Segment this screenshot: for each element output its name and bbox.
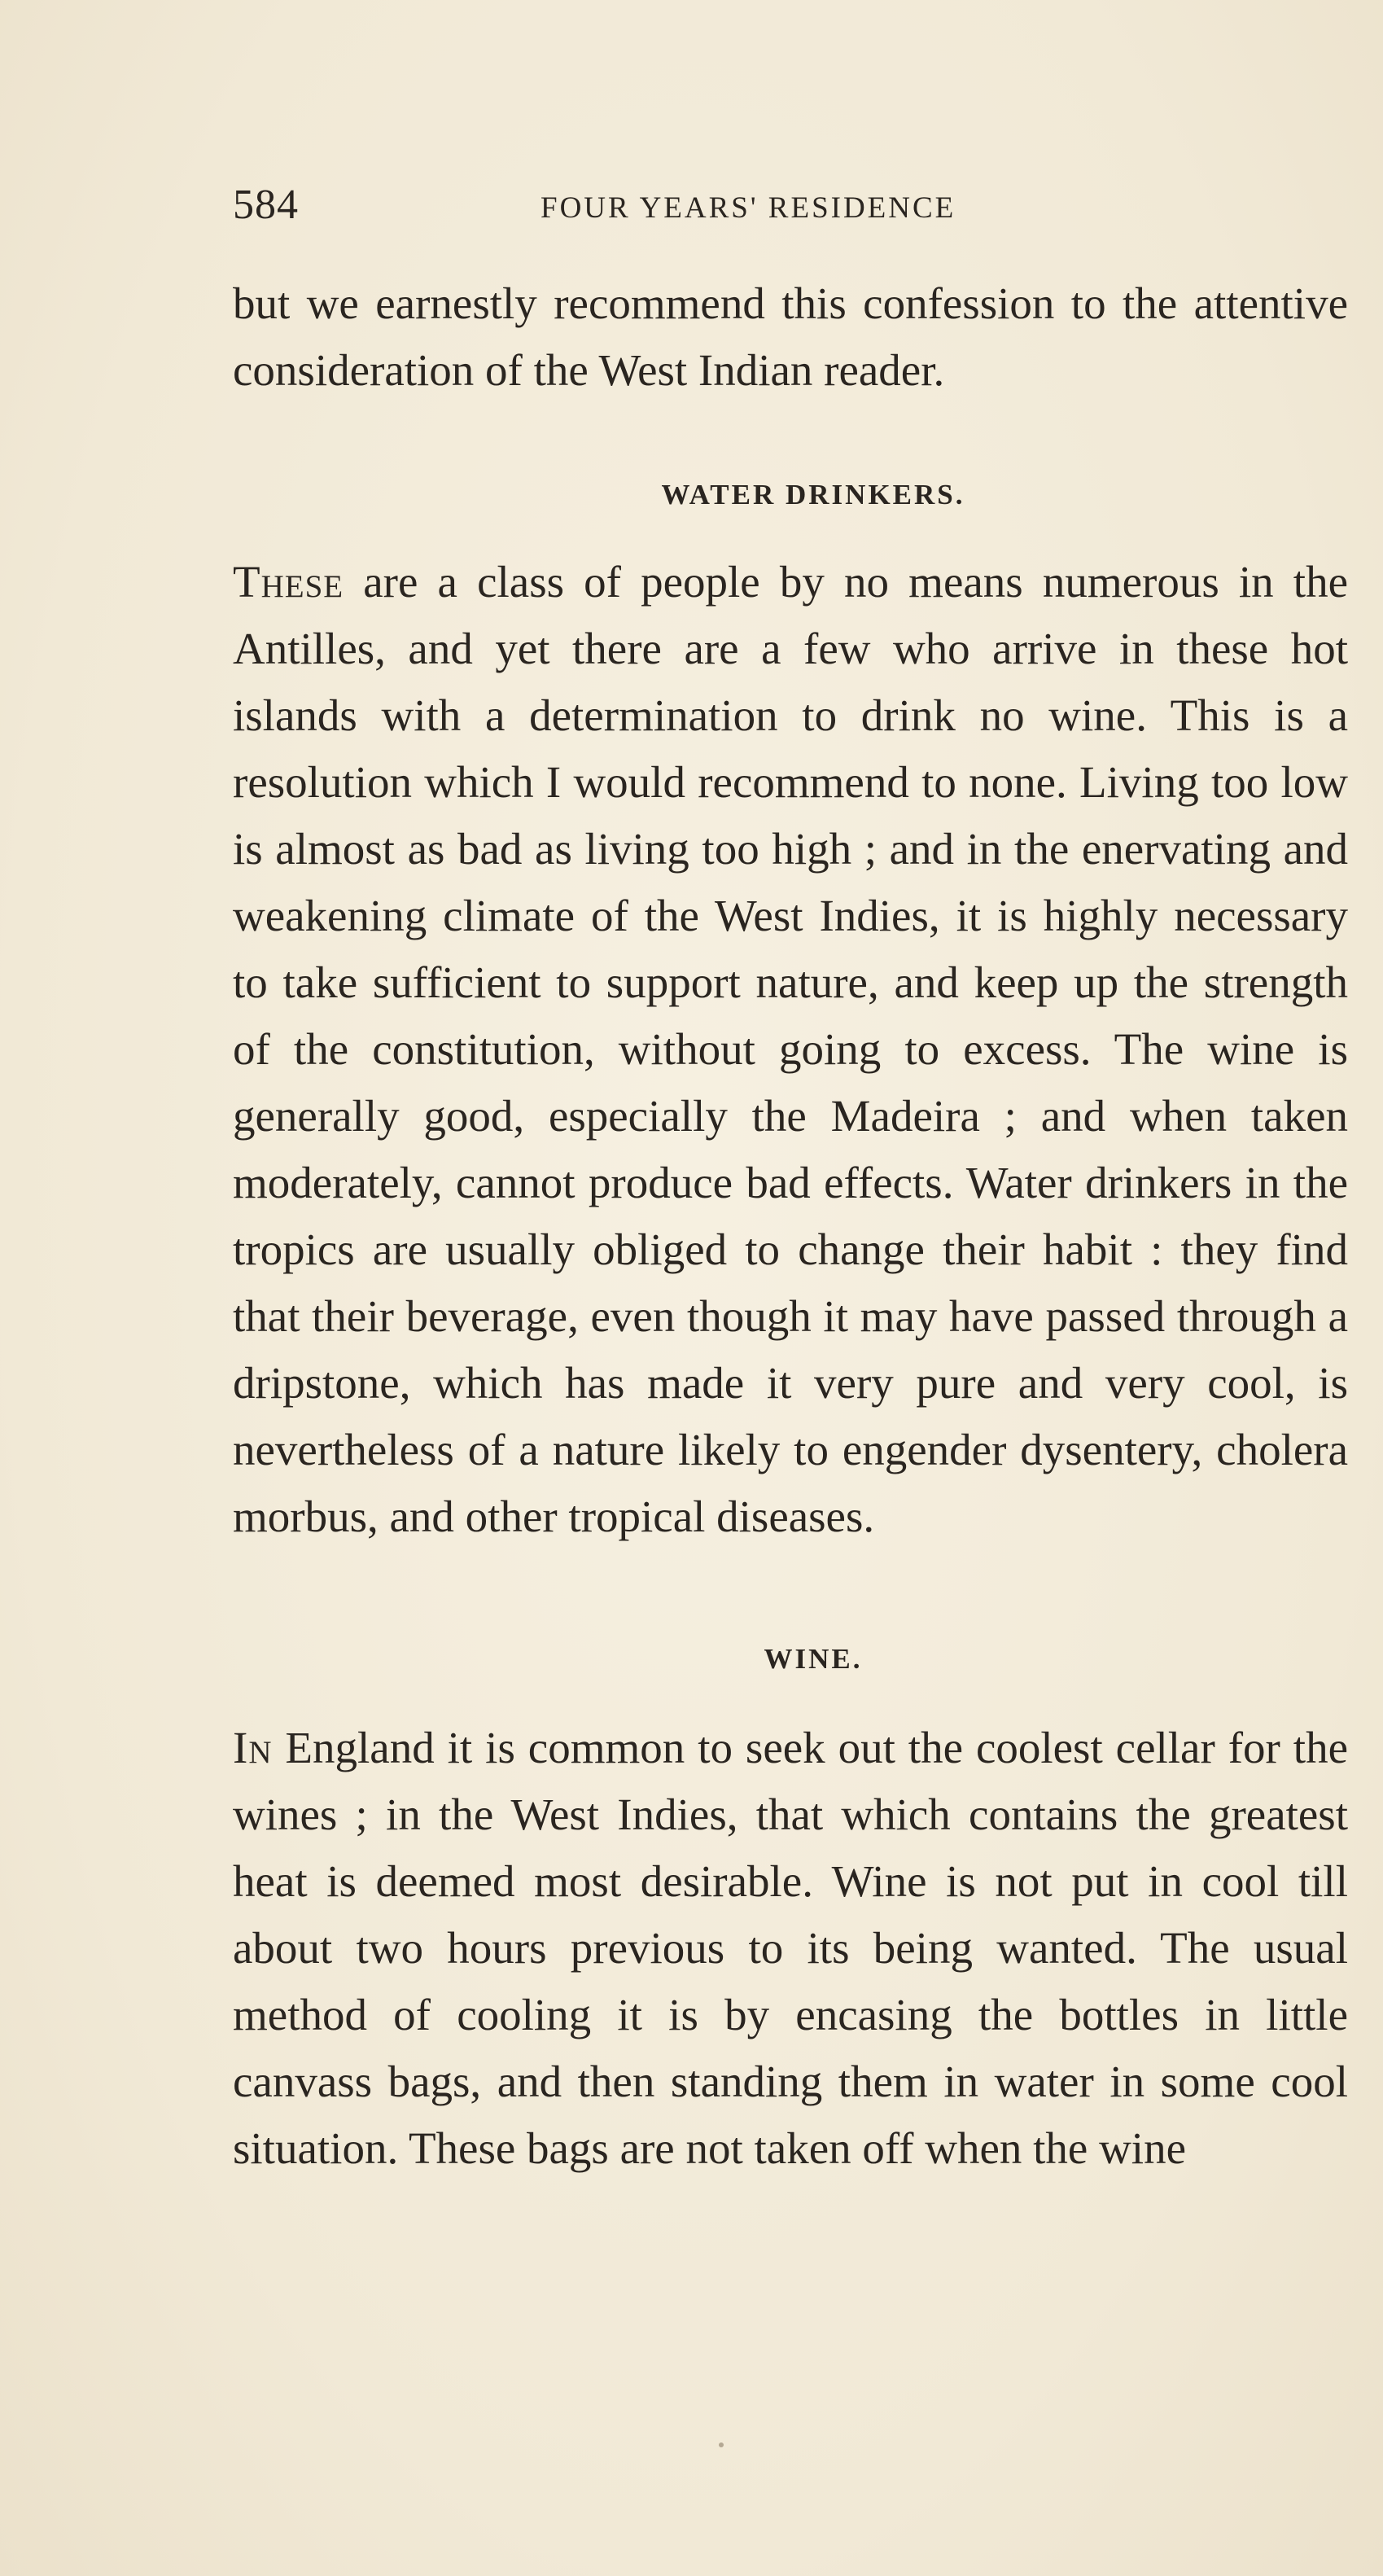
paragraph-water-drinkers [233,549,1348,1550]
lead-word: In [233,1723,273,1772]
page-number: 584 [233,182,299,228]
paragraph-text: England it is common to seek out the coolest cellar for the wines ; in the West Indies, that which contains the greatest heat is deemed most desirable. Wine is not put in cool till about two hours previous to its being wanted. The usual method of cooling it is by encasing the bottles in little canvass bags, and then standing them in water in some cool situation. These bags are not taken off when the wine [233,1723,1348,2173]
lead-word: These [233,557,344,607]
section-heading-wine: WINE. [764,1643,863,1675]
paragraph-text: are a class of people by no means numerous in the Antilles, and yet there are a few who arrive in these hot islands with a determination to drink no wine. This is a resolution which I would recommend to none. Living too low is almost as bad as living too high ; and in the enervating and weakening climate of the West Indies, it is highly necessary to take sufficient to support nature, and keep up the strength of the constitution, without going to excess. The wine is generally good, especially the Madeira ; and when taken moderately, cannot produce bad effects. Water drinkers in the tropics are usually obliged to change their habit : they find that their beverage, even though it may have passed through a dripstone, which has made it very pure and very cool, is nevertheless of a nature likely to engender dysentery, cholera morbus, and other tropical diseases. [233,557,1348,1541]
running-title: FOUR YEARS' RESIDENCE [541,191,956,225]
intro-paragraph: but we earnestly recommend this confession to the attentive consideration of the West Indian reader. [233,278,1348,395]
page-header [233,181,1348,238]
print-mark [719,2442,724,2447]
section-heading-water-drinkers: WATER DRINKERS. [661,479,965,510]
page-body [233,270,1348,2182]
paragraph-wine [233,1715,1348,2182]
